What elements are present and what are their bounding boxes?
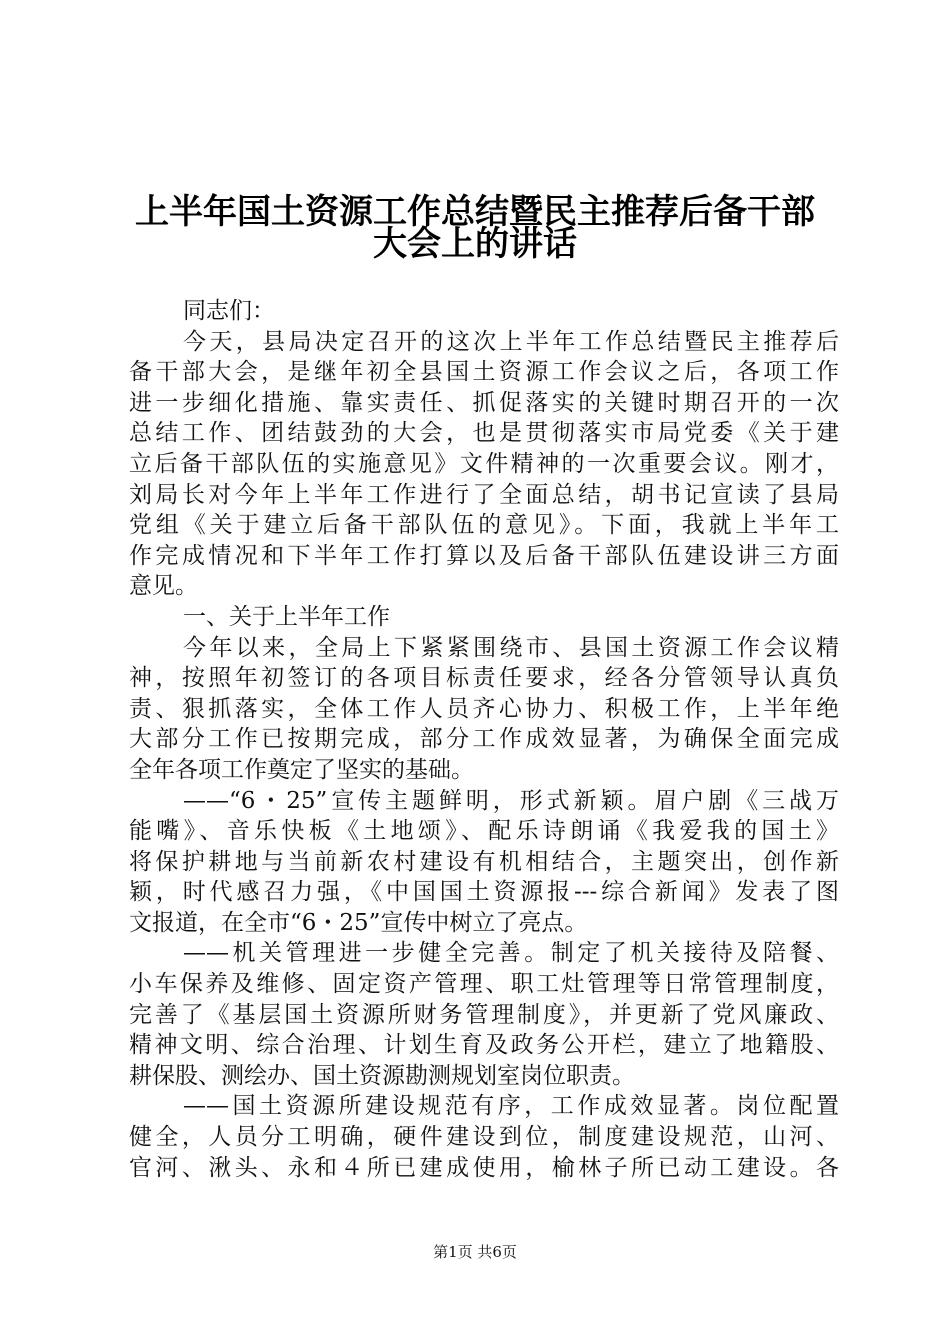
paragraph-line: 完善了《基层国土资源所财务管理制度》，并更新了党风廉政、 <box>129 1001 839 1028</box>
paragraph-line: 大部分工作已按期完成，部分工作成效显著，为确保全面完成 <box>129 726 839 753</box>
paragraph-line: 备干部大会，是继年初全县国土资源工作会议之后，各项工作 <box>129 359 839 386</box>
paragraph-line: 官河、湫头、永和４所已建成使用，榆林子所已动工建设。各 <box>129 1154 839 1181</box>
paragraph-line: 文报道，在全市“6・25”宣传中树立了亮点。 <box>129 909 588 936</box>
paragraph-line: 刘局长对今年上半年工作进行了全面总结，胡书记宣读了县局 <box>129 481 839 508</box>
paragraph-line: ——“6・25”宣传主题鲜明，形式新颖。眉户剧《三战万 <box>183 787 839 814</box>
paragraph-line: ——机关管理进一步健全完善。制定了机关接待及陪餐、 <box>183 940 839 967</box>
salutation: 同志们： <box>183 298 275 324</box>
paragraph-line: 耕保股、测绘办、国土资源勘测规划室岗位职责。 <box>129 1062 635 1089</box>
page-number-footer: 第1页 共6页 <box>433 1243 517 1261</box>
paragraph-line: 能嘴》、音乐快板《土地颂》、配乐诗朗诵《我爱我的国土》 <box>129 818 839 845</box>
paragraph-line: 小车保养及维修、固定资产管理、职工灶管理等日常管理制度， <box>129 971 839 998</box>
paragraph-line: 神，按照年初签订的各项目标责任要求，经各分管领导认真负 <box>129 665 839 692</box>
paragraph-line: 进一步细化措施、靠实责任、抓促落实的关键时期召开的一次 <box>129 389 839 416</box>
paragraph-line: 健全，人员分工明确，硬件建设到位，制度建设规范，山河、 <box>129 1124 839 1151</box>
document-body <box>129 296 839 1183</box>
paragraph-line: 作完成情况和下半年工作打算以及后备干部队伍建设讲三方面 <box>129 542 839 569</box>
paragraph-line: 将保护耕地与当前新农村建设有机相结合，主题突出，创作新 <box>129 848 839 875</box>
paragraph-line: 立后备干部队伍的实施意见》文件精神的一次重要会议。刚才， <box>129 450 839 477</box>
paragraph-line: 全年各项工作奠定了坚实的基础。 <box>129 756 474 783</box>
paragraph-line: 责、狠抓落实，全体工作人员齐心协力、积极工作，上半年绝 <box>129 695 839 722</box>
paragraph-line: 总结工作、团结鼓劲的大会，也是贯彻落实市局党委《关于建 <box>129 420 839 447</box>
paragraph-line: 意见。 <box>129 573 198 600</box>
paragraph-line: ——国土资源所建设规范有序，工作成效显著。岗位配置 <box>183 1093 839 1120</box>
section-heading: 一、关于上半年工作 <box>183 603 390 630</box>
paragraph-line: 颖，时代感召力强，《中国国土资源报---综合新闻》发表了图 <box>129 879 839 906</box>
paragraph-line: 今年以来，全局上下紧紧围绕市、县国土资源工作会议精 <box>183 634 839 661</box>
paragraph-line: 精神文明、综合治理、计划生育及政务公开栏，建立了地籍股、 <box>129 1032 839 1059</box>
document-title-line-1: 上半年国土资源工作总结暨民主推荐后备干部 <box>135 192 815 232</box>
paragraph-line: 今天，县局决定召开的这次上半年工作总结暨民主推荐后 <box>183 328 839 355</box>
paragraph-line: 党组《关于建立后备干部队伍的意见》。下面，我就上半年工 <box>129 512 839 539</box>
document-title-line-2: 大会上的讲话 <box>373 224 577 264</box>
